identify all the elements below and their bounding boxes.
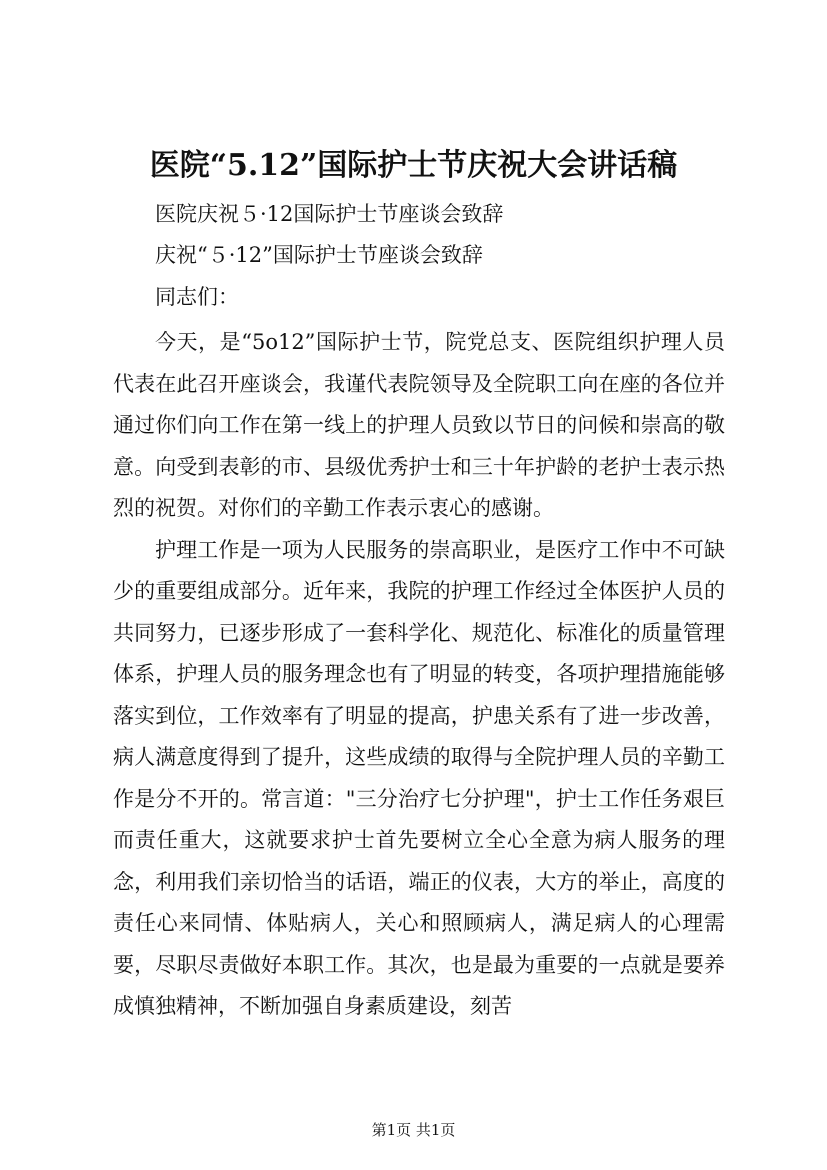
- page-footer: 第1页 共1页: [371, 1121, 456, 1139]
- page-title: 医院“5.12”国际护士节庆祝大会讲话稿: [149, 148, 678, 183]
- subtitle-line-1: 医院庆祝５·12国际护士节座谈会致辞: [155, 202, 504, 226]
- salutation: 同志们：: [155, 285, 239, 309]
- paragraph-1: 今天，是“5o12”国际护士节，院党总支、医院组织护理人员代表在此召开座谈会，我谨代表院领导及全院职工向在座的各位并通过你们向工作在第一线上的护理人员致以节日的问候和崇高的敬意。向受到表彰的市、县级优秀护士和三十年护龄的老护士表示热烈的祝贺。对你们的辛勤工作表示衷心的感谢。: [113, 330, 725, 520]
- paragraph-2: 护理工作是一项为人民服务的崇高职业，是医疗工作中不可缺少的重要组成部分。近年来，我院的护理工作经过全体医护人员的共同努力，已逐步形成了一套科学化、规范化、标准化的质量管理体系，护理人员的服务理念也有了明显的转变，各项护理措施能够落实到位，工作效率有了明显的提高，护患关系有了进一步改善，病人满意度得到了提升，这些成绩的取得与全院护理人员的辛勤工作是分不开的。常言道："三分治疗七分护理"，护士工作任务艰巨而责任重大，这就要求护士首先要树立全心全意为病人服务的理念，利用我们亲切恰当的话语，端正的仪表，大方的举止，高度的责任心来同情、体贴病人，关心和照顾病人，满足病人的心理需要，尽职尽责做好本职工作。其次，也是最为重要的一点就是要养成慎独精神，不断加强自身素质建设，刻苦: [113, 537, 725, 1018]
- subtitle-line-2: 庆祝“５·12”国际护士节座谈会致辞: [155, 243, 483, 267]
- body-text: [113, 322, 725, 1028]
